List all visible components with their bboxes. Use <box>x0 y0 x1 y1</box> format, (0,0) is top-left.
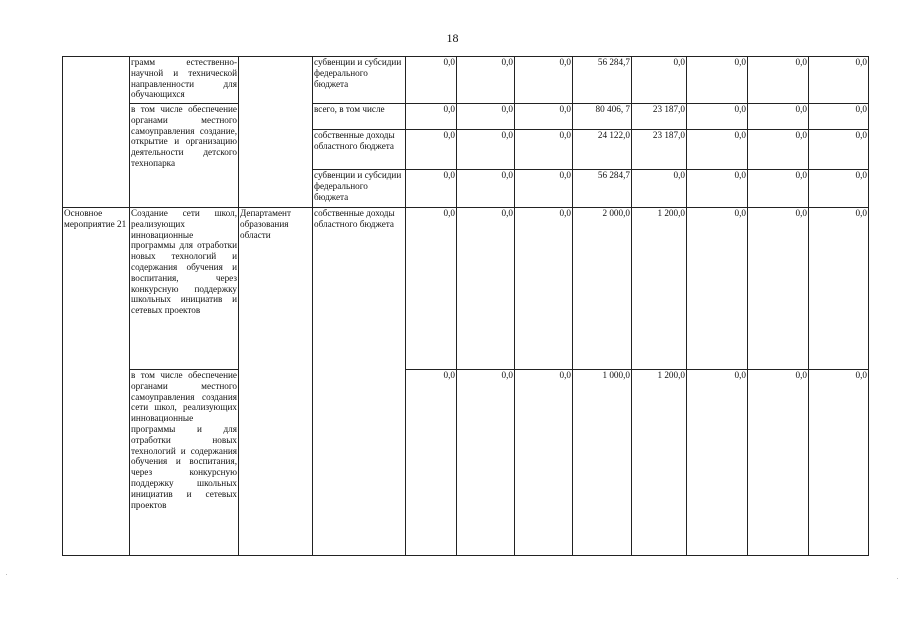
value-cell: 0,0 <box>748 170 809 208</box>
funding-source: субвенции и субсидии федерального бюджета <box>313 57 406 104</box>
value-cell: 1 000,0 <box>573 370 632 556</box>
funding-source: собственные доходы областного бюджета <box>313 208 406 556</box>
value-cell: 0,0 <box>809 170 869 208</box>
value-cell: 0,0 <box>406 104 457 130</box>
page-number: 18 <box>446 31 459 45</box>
value-cell: 56 284,7 <box>573 57 632 104</box>
funding-source: всего, в том числе <box>313 104 406 130</box>
value-cell: 0,0 <box>687 170 748 208</box>
activity-description: грамм естественно-научной и техничеcкой направленности для обучающихся <box>130 57 239 104</box>
value-cell: 0,0 <box>457 370 515 556</box>
executor-cell <box>239 57 313 208</box>
value-cell: 0,0 <box>687 130 748 170</box>
value-cell: 56 284,7 <box>573 170 632 208</box>
budget-table <box>62 56 869 556</box>
value-cell: 0,0 <box>809 208 869 370</box>
value-cell: 0,0 <box>748 370 809 556</box>
value-cell: 0,0 <box>515 57 573 104</box>
value-cell: 0,0 <box>687 370 748 556</box>
scan-speck <box>6 574 7 575</box>
executor: Департамент образования области <box>239 208 313 556</box>
value-cell: 0,0 <box>515 208 573 370</box>
value-cell: 0,0 <box>809 57 869 104</box>
value-cell: 0,0 <box>515 170 573 208</box>
value-cell: 0,0 <box>687 104 748 130</box>
activity-description: Создание сети школ, реализующих инновационные программы для отработки новых технологий и содержания обучения и воспитания, через конкурсную поддержку школьных инициатив и сетевых проектов <box>130 208 239 370</box>
value-cell: 23 187,0 <box>632 104 687 130</box>
value-cell: 0,0 <box>809 370 869 556</box>
value-cell: 0,0 <box>809 104 869 130</box>
value-cell: 1 200,0 <box>632 370 687 556</box>
activity-label-cell <box>63 57 130 208</box>
value-cell: 0,0 <box>457 130 515 170</box>
value-cell: 0,0 <box>457 104 515 130</box>
value-cell: 0,0 <box>457 57 515 104</box>
value-cell: 0,0 <box>809 130 869 170</box>
value-cell: 24 122,0 <box>573 130 632 170</box>
activity-label: Основное мероприятие 21 <box>63 208 130 556</box>
value-cell: 0,0 <box>687 57 748 104</box>
value-cell: 0,0 <box>515 104 573 130</box>
value-cell: 0,0 <box>457 208 515 370</box>
value-cell: 0,0 <box>748 208 809 370</box>
value-cell: 0,0 <box>406 130 457 170</box>
value-cell: 0,0 <box>406 170 457 208</box>
funding-source: субвенции и субсидии федерального бюджета <box>313 170 406 208</box>
value-cell: 0,0 <box>457 170 515 208</box>
value-cell: 0,0 <box>515 130 573 170</box>
value-cell: 2 000,0 <box>573 208 632 370</box>
table-row <box>63 208 869 370</box>
value-cell: 0,0 <box>748 57 809 104</box>
value-cell: 0,0 <box>406 57 457 104</box>
value-cell: 0,0 <box>748 130 809 170</box>
value-cell: 1 200,0 <box>632 208 687 370</box>
value-cell: 0,0 <box>632 57 687 104</box>
scan-speck <box>897 578 898 579</box>
activity-description: в том числе обеспечение органами местного самоуправления создание, открытие и организацию деятельности детского технопарка <box>130 104 239 208</box>
activity-description: в том числе обеспечение органами местного самоуправления создания сети школ, реализующих инновационные программы и для отработки новых технологий и содержания обучения и воспитания, через конкурсную поддержку школьных инициатив и сетевых проектов <box>130 370 239 556</box>
value-cell: 0,0 <box>632 170 687 208</box>
value-cell: 0,0 <box>687 208 748 370</box>
value-cell: 0,0 <box>406 370 457 556</box>
value-cell: 0,0 <box>406 208 457 370</box>
table-row <box>63 104 869 130</box>
table-row <box>63 57 869 104</box>
value-cell: 80 406, 7 <box>573 104 632 130</box>
value-cell: 23 187,0 <box>632 130 687 170</box>
table-row <box>63 370 869 556</box>
value-cell: 0,0 <box>748 104 809 130</box>
value-cell: 0,0 <box>515 370 573 556</box>
funding-source: собственные доходы областного бюджета <box>313 130 406 170</box>
